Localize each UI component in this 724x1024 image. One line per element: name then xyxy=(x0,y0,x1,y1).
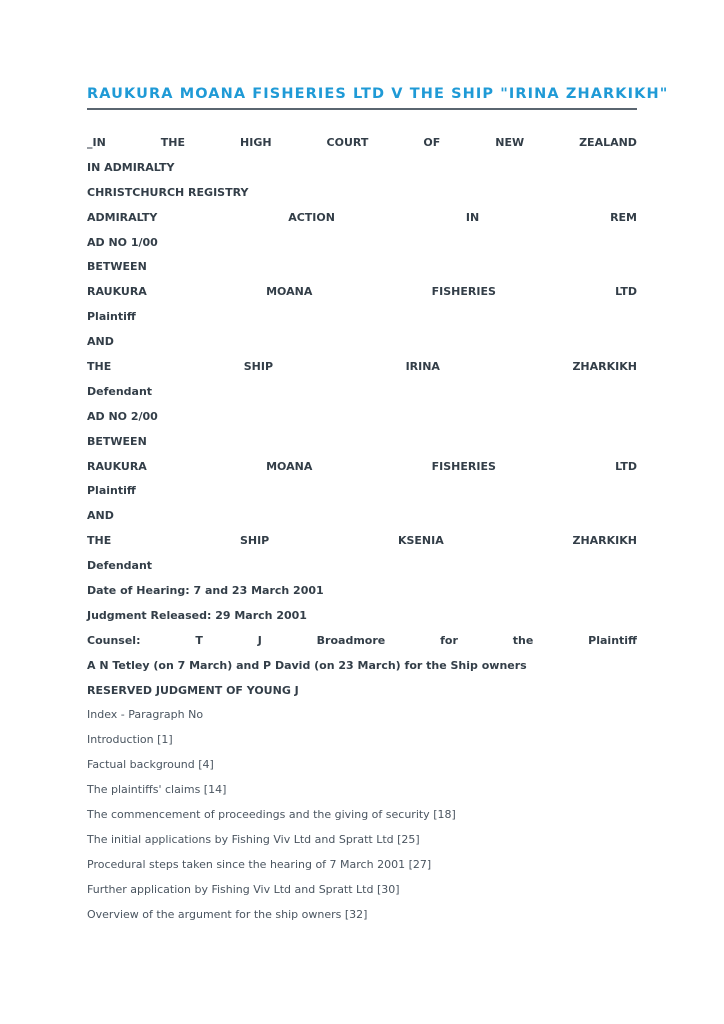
hearing-date: Date of Hearing: 7 and 23 March 2001 xyxy=(87,584,324,598)
case1-between: BETWEEN xyxy=(87,260,147,274)
index-item: The plaintiffs' claims [14] xyxy=(87,783,227,797)
document-body xyxy=(87,131,637,928)
case2-between: BETWEEN xyxy=(87,434,147,448)
index-item: The initial applications by Fishing Viv Ltd and Spratt Ltd [25] xyxy=(87,832,420,846)
index-item: Overview of the argument for the ship owners [32] xyxy=(87,907,368,921)
counsel-plaintiff-line: Counsel: T J Broadmore for the Plaintiff xyxy=(87,633,637,647)
case2-number: AD NO 2/00 xyxy=(87,409,158,423)
index-item: Factual background [4] xyxy=(87,758,214,772)
case2-and: AND xyxy=(87,509,114,523)
case1-and: AND xyxy=(87,335,114,349)
counsel-owners-line: A N Tetley (on 7 March) and P David (on 23 March) for the Ship owners xyxy=(87,658,527,672)
case2-plaintiff-label: Plaintiff xyxy=(87,484,136,498)
admiralty-line: IN ADMIRALTY xyxy=(87,160,175,174)
index-item: The commencement of proceedings and the giving of security [18] xyxy=(87,808,456,822)
case1-defendant-name: THE SHIP IRINA ZHARKIKH xyxy=(87,360,637,374)
case1-plaintiff-name: RAUKURA MOANA FISHERIES LTD xyxy=(87,285,637,299)
case2-defendant-label: Defendant xyxy=(87,559,153,573)
judgment-heading: RESERVED JUDGMENT OF YOUNG J xyxy=(87,683,299,697)
index-item: Further application by Fishing Viv Ltd and Spratt Ltd [30] xyxy=(87,882,400,896)
judgment-released: Judgment Released: 29 March 2001 xyxy=(87,608,307,622)
case1-number: AD NO 1/00 xyxy=(87,235,158,249)
document-page xyxy=(87,86,669,928)
index-heading: Index - Paragraph No xyxy=(87,708,204,722)
document-title: RAUKURA MOANA FISHERIES LTD V THE SHIP "IRINA ZHARKIKH" xyxy=(87,86,637,110)
case2-plaintiff-name: RAUKURA MOANA FISHERIES LTD xyxy=(87,459,637,473)
registry-line: CHRISTCHURCH REGISTRY xyxy=(87,185,249,199)
case1-defendant-label: Defendant xyxy=(87,384,153,398)
case2-defendant-name: THE SHIP KSENIA ZHARKIKH xyxy=(87,534,637,548)
case1-plaintiff-label: Plaintiff xyxy=(87,310,136,324)
court-line: _IN THE HIGH COURT OF NEW ZEALAND xyxy=(87,136,637,149)
action-line: ADMIRALTY ACTION IN REM xyxy=(87,210,637,224)
index-item: Introduction [1] xyxy=(87,733,173,747)
index-item: Procedural steps taken since the hearing of 7 March 2001 [27] xyxy=(87,857,432,871)
